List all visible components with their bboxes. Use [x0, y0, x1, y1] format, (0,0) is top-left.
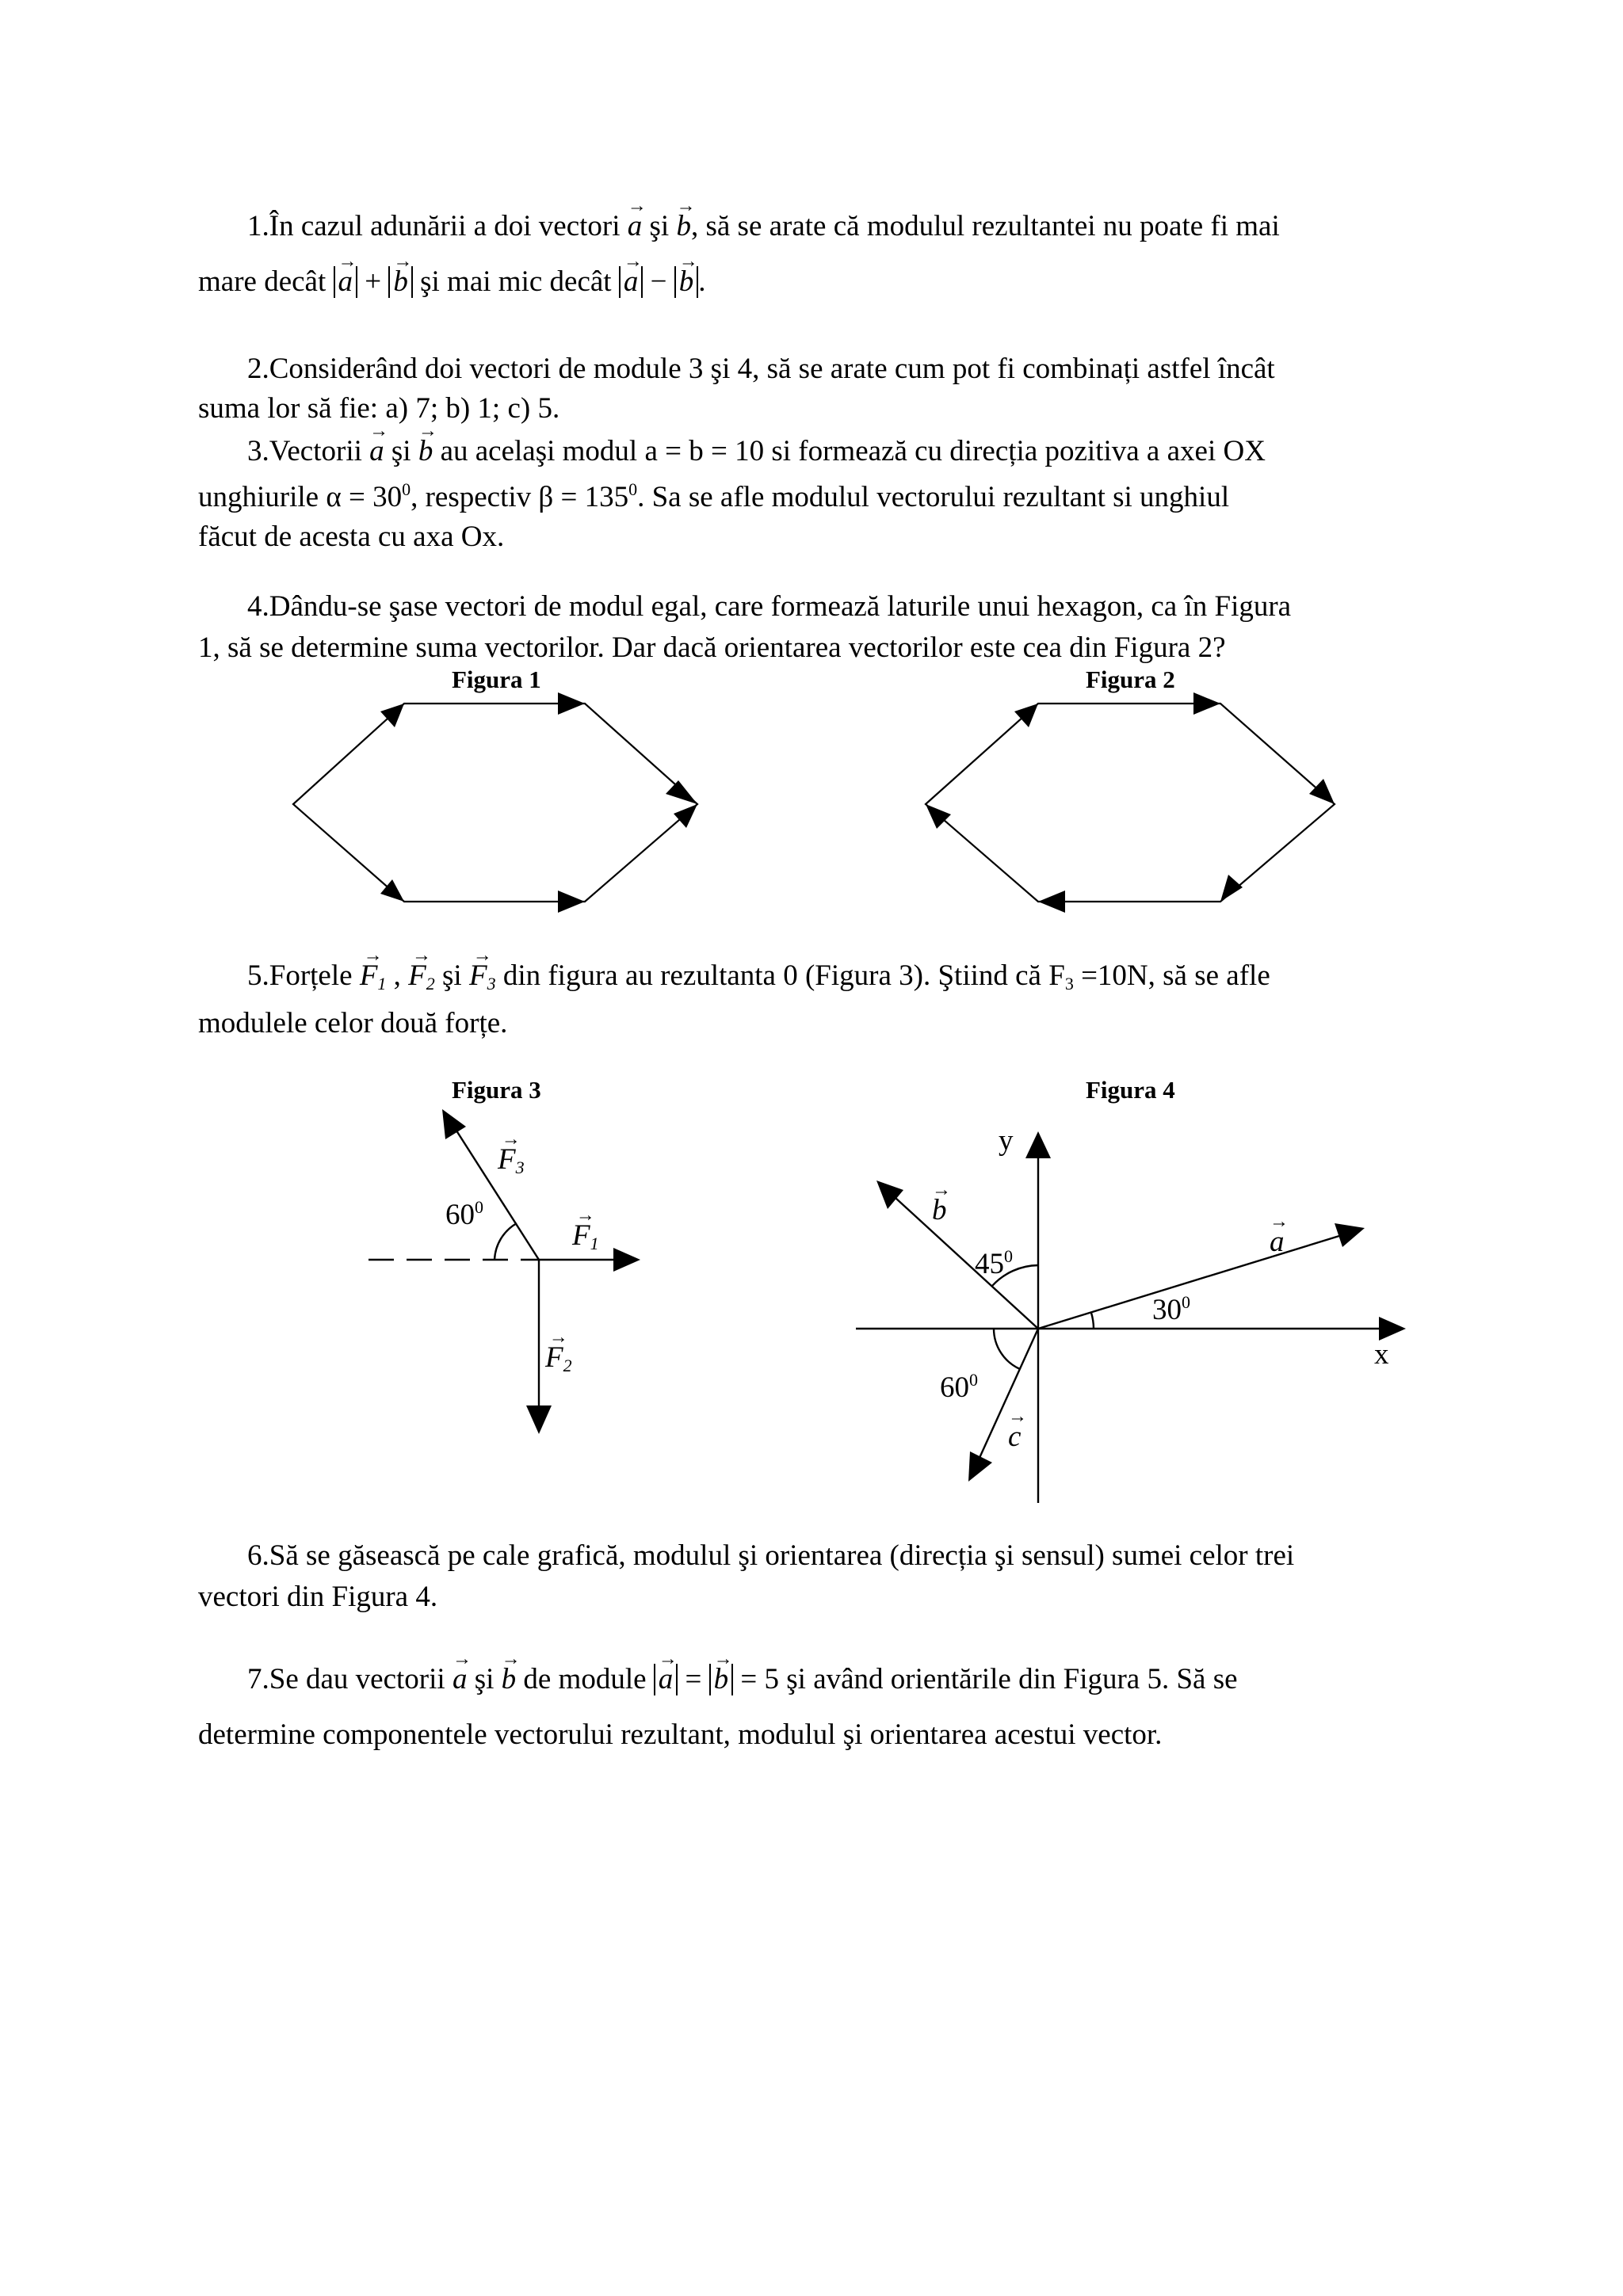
text: au acelaşi modul a = b = 10 si formează cu direcția pozitiva a axei OX — [433, 435, 1266, 467]
force-f3-arrowhead — [442, 1109, 466, 1139]
force-f3-line — [455, 1128, 539, 1260]
arrowhead — [558, 692, 585, 715]
subscript: 1 — [377, 974, 387, 994]
vector-a: → a — [624, 266, 639, 298]
figure-4-angle-45 — [975, 1245, 1013, 1283]
problem-6-line-1: 6.Să se găsească pe cale grafică, modulul şi orientarea (direcția şi sensul) sumei celor trei — [247, 1539, 1295, 1572]
vector-b: → b — [676, 208, 691, 246]
angle-value: 45 — [975, 1248, 1004, 1280]
figure-4-title: Figura 4 — [1086, 1076, 1175, 1104]
subscript: 3 — [515, 1158, 525, 1177]
figure-4-label-c — [1008, 1418, 1021, 1456]
problem-5-line-1 — [247, 957, 1270, 995]
problem-6-line-2: vectori din Figura 4. — [198, 1581, 438, 1613]
f-letter: F — [468, 959, 487, 992]
figure-3-title: Figura 3 — [452, 1076, 541, 1104]
vector-f2 — [408, 957, 435, 995]
equals-sign: = — [678, 1663, 709, 1695]
figure-3-label-f3 — [498, 1141, 525, 1179]
angle-arc-60 — [994, 1329, 1020, 1369]
problem-7-line-1 — [247, 1661, 1238, 1699]
problem-4-line-1: 4.Dându-se şase vectori de modul egal, care formează laturile unui hexagon, ca în Figura — [247, 590, 1292, 623]
equals-five: = 5 — [733, 1663, 780, 1695]
figure-4-label-a — [1270, 1223, 1285, 1261]
f-letter: F — [498, 1143, 516, 1176]
arrowhead — [1014, 704, 1038, 727]
vector-b: → b — [393, 266, 408, 298]
subscript: 1 — [590, 1234, 599, 1253]
text: şi — [434, 959, 469, 992]
vector-f1 — [360, 957, 387, 995]
degree-superscript: 0 — [1182, 1292, 1190, 1312]
vector-f2-label — [545, 1339, 572, 1377]
arrowhead — [1038, 891, 1065, 913]
text: , respectiv β = 135 — [411, 481, 629, 513]
subscript: 2 — [563, 1356, 572, 1375]
text: unghiurile α = 30 — [198, 481, 403, 513]
degree-superscript: 0 — [1004, 1246, 1013, 1266]
figure-1-title: Figura 1 — [452, 666, 541, 693]
arrowhead — [558, 891, 585, 913]
text: şi mai mic decât — [412, 265, 619, 298]
arrowhead — [674, 804, 697, 828]
vector-b: → b — [679, 266, 694, 298]
vector-f1-label — [572, 1217, 599, 1255]
text: , — [386, 959, 409, 992]
degree-superscript: 0 — [628, 479, 638, 499]
subscript: 3 — [487, 974, 496, 994]
text: mare decât — [198, 265, 334, 298]
vector-a-label: → a — [1270, 1223, 1285, 1261]
angle-arc — [495, 1223, 517, 1260]
text: 5.Forțele — [247, 959, 360, 992]
text: =10N, să se afle — [1073, 959, 1270, 992]
arrowhead — [1193, 692, 1220, 715]
figure-4-x-label: x — [1374, 1338, 1389, 1371]
figure-4-label-b — [932, 1192, 947, 1230]
f-letter: F — [572, 1219, 590, 1252]
abs-b — [709, 1664, 734, 1695]
subscript: 3 — [1064, 974, 1074, 994]
figure-4-y-label: y — [999, 1124, 1014, 1157]
f-letter: F — [408, 959, 426, 992]
vector-a: → a — [659, 1664, 674, 1695]
vector-b-label: → b — [932, 1192, 947, 1230]
text: 3.Vectorii — [247, 435, 370, 467]
vector-b-arrowhead — [876, 1180, 903, 1209]
figure-3-label-f1 — [572, 1217, 599, 1255]
f-letter: F — [545, 1341, 563, 1374]
arrowhead — [380, 704, 404, 727]
angle-value: 60 — [445, 1199, 475, 1231]
hexagon-1-outline — [293, 704, 697, 902]
figure-3-angle-label — [445, 1196, 483, 1234]
figure-4-vectors — [840, 1109, 1411, 1521]
text: , să se arate că modulul rezultantei nu poate fi mai — [690, 210, 1280, 242]
figure-4-angle-60 — [940, 1369, 978, 1407]
figure-4-angle-30 — [1152, 1291, 1190, 1329]
y-axis-arrowhead — [1025, 1131, 1051, 1158]
problem-3-line-3: făcut de acesta cu axa Ox. — [198, 521, 505, 553]
vector-a-arrowhead — [1335, 1223, 1365, 1247]
arrowhead — [926, 804, 951, 829]
text: 1.În cazul adunării a doi vectori — [247, 210, 628, 242]
text: şi — [467, 1663, 502, 1695]
hexagon-2-outline — [926, 704, 1335, 902]
degree-superscript: 0 — [402, 479, 411, 499]
problem-2-line-1: 2.Considerând doi vectori de module 3 şi 4, să se arate cum pot fi combinați astfel încât — [247, 353, 1275, 385]
vector-f3-label — [498, 1141, 525, 1179]
vector-f3 — [469, 957, 496, 995]
angle-value: 60 — [940, 1371, 969, 1404]
period: . — [698, 265, 706, 298]
degree-superscript: 0 — [475, 1197, 483, 1217]
problem-2-line-2: suma lor să fie: a) 7; b) 1; c) 5. — [198, 392, 560, 425]
angle-arc-30 — [1091, 1313, 1094, 1329]
angle-value: 30 — [1152, 1294, 1182, 1326]
problem-5-line-2: modulele celor două forțe. — [198, 1007, 508, 1039]
vector-a: → a — [369, 433, 384, 471]
problem-4-line-2: 1, să se determine suma vectorilor. Dar dacă orientarea vectorilor este cea din Figura 2? — [198, 631, 1226, 664]
text: . Sa se afle modulul vectorului rezultant si unghiul — [637, 481, 1230, 513]
vector-b: → b — [418, 433, 433, 471]
vector-b: → b — [502, 1661, 517, 1699]
text: din figura au rezultanta 0 (Figura 3). Ştiind că F — [495, 959, 1065, 992]
subscript: 2 — [426, 974, 435, 994]
force-f2-arrowhead — [526, 1405, 552, 1434]
minus-sign: − — [643, 265, 674, 298]
vector-a: → a — [338, 266, 353, 298]
vector-b-line — [896, 1198, 1038, 1329]
problem-7-line-2: determine componentele vectorului rezultant, modulul şi orientarea acestui vector. — [198, 1718, 1163, 1751]
text: de module — [516, 1663, 654, 1695]
vector-b: → b — [714, 1664, 729, 1695]
force-f1-arrowhead — [613, 1248, 640, 1272]
text: şi — [384, 435, 418, 467]
vector-a: → a — [453, 1661, 468, 1699]
figure-2-title: Figura 2 — [1086, 666, 1175, 693]
f-letter: F — [359, 959, 378, 992]
arrowhead — [1220, 875, 1243, 902]
arrowhead — [666, 780, 697, 804]
text: şi — [642, 210, 677, 242]
arrowhead — [1309, 779, 1335, 804]
text: 7.Se dau vectorii — [247, 1663, 453, 1695]
abs-a — [654, 1664, 678, 1695]
degree-superscript: 0 — [969, 1370, 978, 1390]
figure-3-label-f2 — [545, 1339, 572, 1377]
text: şi având orientările din Figura 5. Să se — [779, 1663, 1238, 1695]
vector-c-label: → c — [1008, 1418, 1021, 1456]
vector-a: → a — [628, 208, 643, 246]
plus-sign: + — [357, 265, 389, 298]
